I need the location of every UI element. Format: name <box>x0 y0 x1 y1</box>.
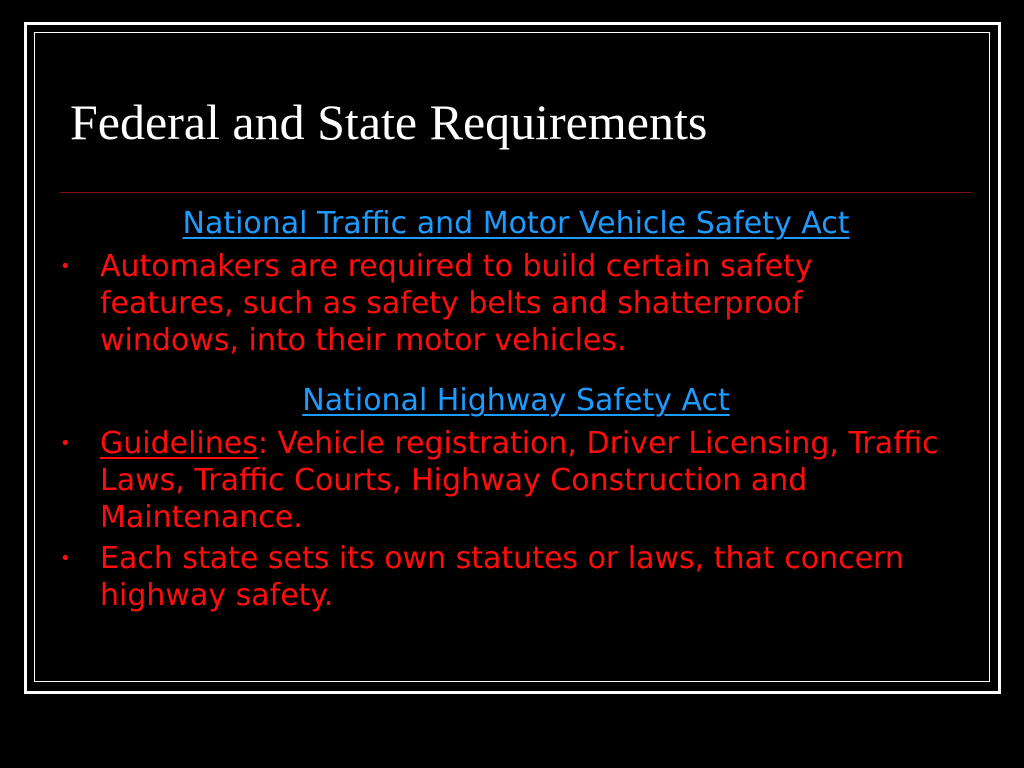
bullet-item <box>60 540 972 614</box>
title-divider <box>60 192 972 193</box>
section-heading-highway-safety-act[interactable] <box>60 381 972 421</box>
slide-content <box>60 204 972 618</box>
bullet-icon: • <box>60 256 71 277</box>
bullet-list-vehicle-safety-act <box>60 248 972 359</box>
section-heading-text[interactable]: National Highway Safety Act <box>302 383 730 418</box>
guidelines-link[interactable]: Guidelines <box>100 426 258 461</box>
bullet-icon: • <box>60 433 71 454</box>
bullet-item <box>60 248 972 359</box>
bullet-list-highway-safety-act <box>60 425 972 614</box>
section-heading-vehicle-safety-act[interactable] <box>60 204 972 244</box>
bullet-text: Each state sets its own statutes or laws, that concern highway safety. <box>100 541 904 613</box>
bullet-text: Automakers are required to build certain safety features, such as safety belts and shatterproof windows, into their motor vehicles. <box>100 249 813 358</box>
slide-title: Federal and State Requirements <box>70 94 708 150</box>
section-heading-text[interactable]: National Traffic and Motor Vehicle Safety Act <box>182 206 850 241</box>
bullet-item <box>60 425 972 536</box>
bullet-icon: • <box>60 548 71 569</box>
bullet-text: : Vehicle registration, Driver Licensing, Traffic Laws, Traffic Courts, Highway Construction and Maintenance. <box>100 426 939 535</box>
